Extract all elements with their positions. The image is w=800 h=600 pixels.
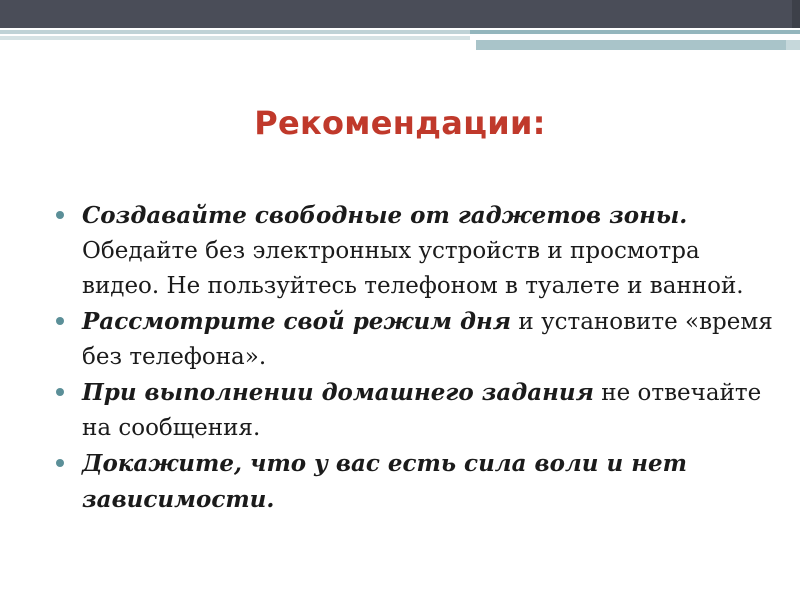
bullet-emphasis: При выполнении домашнего задания	[82, 379, 594, 406]
bullet-dot-icon	[56, 211, 64, 219]
decor-stripe	[470, 30, 800, 34]
bullet-item	[56, 375, 776, 446]
slide-title: Рекомендации:	[254, 104, 546, 142]
decor-stripe	[476, 40, 786, 50]
bullet-dot-icon	[56, 317, 64, 325]
decor-stripe	[0, 30, 470, 34]
bullet-text: и установите «время без телефона».	[82, 309, 773, 370]
decor-stripe	[0, 36, 470, 40]
bullet-text: не отвечайте на сообщения.	[82, 380, 762, 441]
bullet-emphasis: Рассмотрите свой режим дня	[82, 308, 512, 335]
bullet-emphasis: Создавайте свободные от гаджетов зоны.	[82, 202, 688, 229]
top-decor-bar	[0, 0, 800, 28]
decor-stripe	[786, 40, 800, 50]
bullet-list	[56, 198, 776, 518]
bullet-item	[56, 304, 776, 375]
bullet-emphasis: Докажите, что у вас есть сила воли и нет зависимости.	[82, 450, 688, 513]
bullet-text: Обедайте без электронных устройств и просмотра видео. Не пользуйтесь телефоном в туалете и ванной.	[82, 238, 744, 299]
bullet-item	[56, 198, 776, 304]
top-decor-corner	[792, 0, 800, 28]
bullet-dot-icon	[56, 388, 64, 396]
bullet-dot-icon	[56, 459, 64, 467]
bullet-item	[56, 446, 776, 518]
